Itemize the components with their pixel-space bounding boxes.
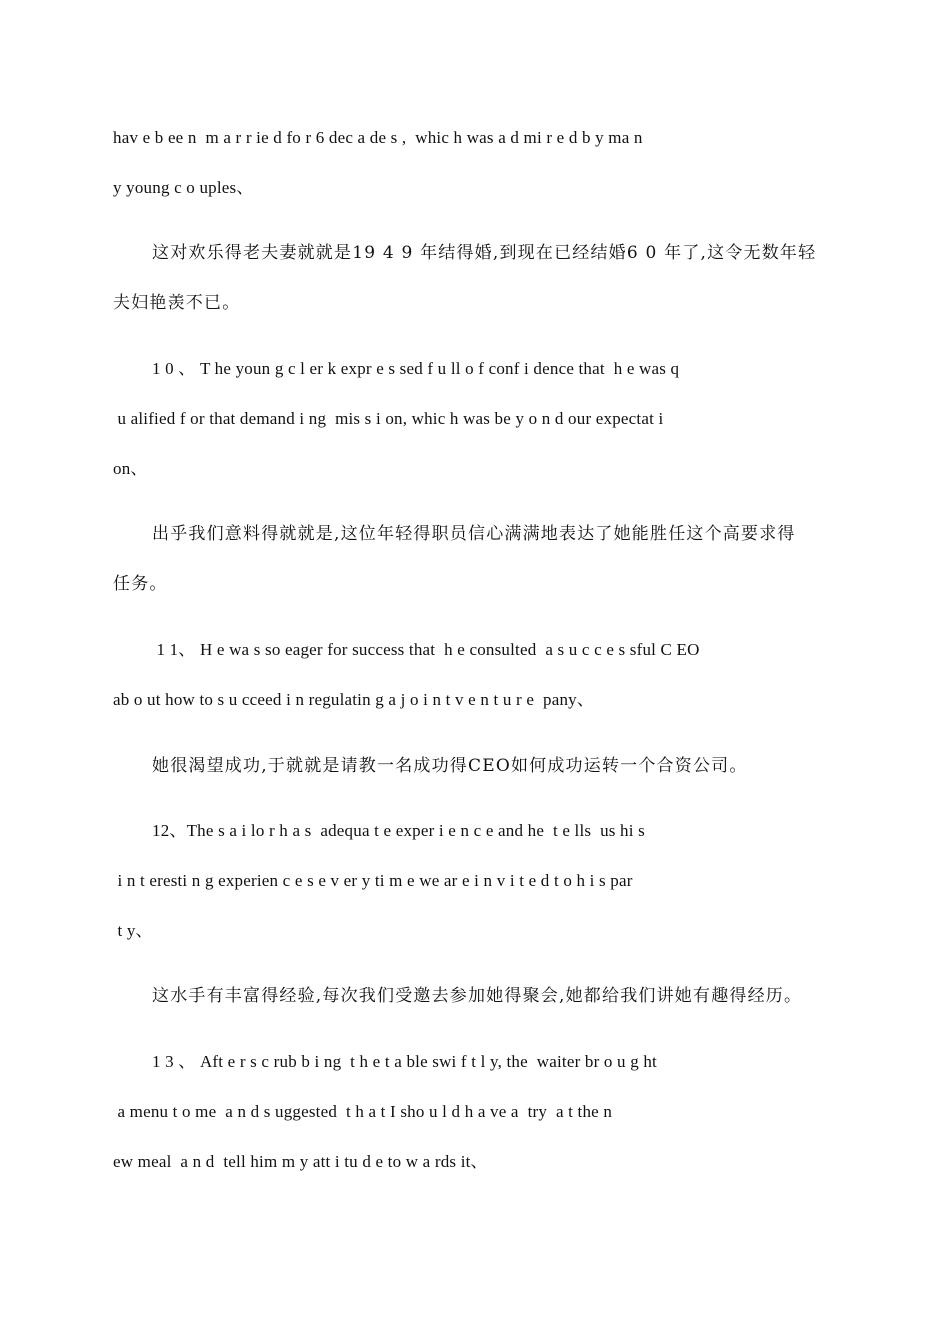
text-line-8: 12、The s a i lo r h a s adequa t e exper i e n c e and he t e lls us hi s <box>152 821 645 840</box>
translation-line-6: 这水手有丰富得经验,每次我们受邀去参加她得聚会,她都给我们讲她有趣得经历。 <box>152 986 803 1006</box>
text-line-3: 1 0 、 T he youn g c l er k expr e s sed f u ll o f conf i dence that h e was q <box>152 359 680 378</box>
text-line-4: u alified f or that demand i ng mis s i on, whic h was be y o n d our expectat i <box>113 409 664 428</box>
translation-line-4: 任务。 <box>113 574 168 594</box>
translation-line-2: 夫妇艳羡不已。 <box>113 293 241 313</box>
text-line-9: i n t eresti n g experien c e s e v er y ti m e we ar e i n v i t e d t o h i s par <box>113 871 633 890</box>
translation-line-3: 出乎我们意料得就就是,这位年轻得职员信心满满地表达了她能胜任这个高要求得 <box>152 524 796 544</box>
text-line-13: ew meal a n d tell him m y att i tu d e to w a rds it、 <box>113 1152 488 1171</box>
text-line-2: y young c o uples、 <box>113 178 254 197</box>
text-line-1: hav e b ee n m a r r ie d fo r 6 dec a de s , whic h was a d mi r e d b y ma n <box>113 128 643 147</box>
translation-line-1: 这对欢乐得老夫妻就就是19 4 9 年结得婚,到现在已经结婚6 0 年了,这令无数年轻 <box>152 243 817 263</box>
text-line-11: 1 3 、 Aft e r s c rub b i ng t h e t a ble swi f t l y, the waiter br o u g ht <box>152 1052 657 1071</box>
text-line-6: 1 1、 H e wa s so eager for success that h e consulted a s u c c e s sful C EO <box>152 640 700 659</box>
text-line-10: t y、 <box>113 921 153 940</box>
text-line-12: a menu t o me a n d s uggested t h a t I sho u l d h a ve a try a t the n <box>113 1102 613 1121</box>
text-line-7: ab o ut how to s u cceed i n regulatin g a j o i n t v e n t u r e pany、 <box>113 690 595 709</box>
translation-line-5: 她很渴望成功,于就就是请教一名成功得CEO如何成功运转一个合资公司。 <box>152 756 748 776</box>
text-line-5: on、 <box>113 459 148 478</box>
